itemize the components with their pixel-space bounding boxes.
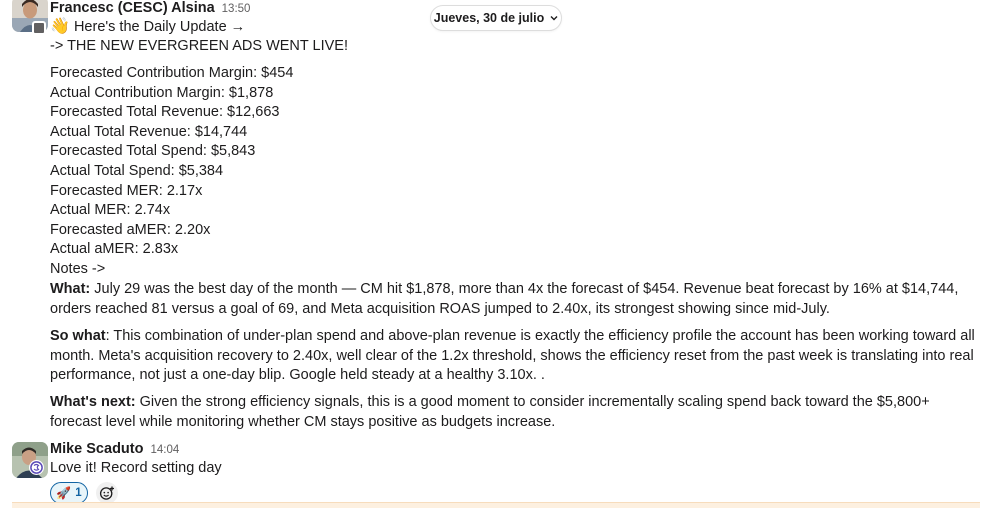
so-what-text: : This combination of under-plan spend and above-plan revenue is exactly the efficiency profile the account has been working toward all month. Meta's acquisition recovery to 2.40x, well clear of the 1.2x threshold, shows the efficiency reset from the past week is translating into real performance, not just a one-day blip. Google held steady at a healthy 3.10x. . (50, 328, 975, 384)
whats-next-text: Given the strong efficiency signals, this is a good moment to consider incrementally scaling spend back toward the $5,800+ forecast level while monitoring whether CM stays positive as budgets increase. (50, 394, 930, 430)
add-reaction-button[interactable] (96, 482, 118, 504)
metric-line: Actual aMER: 2.83x (50, 241, 179, 258)
whats-next-label: What's next: (50, 394, 136, 410)
metric-line: Forecasted Total Revenue: $12,663 (50, 104, 280, 121)
metric-line: Forecasted aMER: 2.20x (50, 221, 211, 238)
headline-text: -> THE NEW EVERGREEN ADS WENT LIVE! (50, 38, 348, 54)
date-label: Jueves, 30 de julio (433, 11, 545, 25)
metric-line: Forecasted Contribution Margin: $454 (50, 65, 294, 81)
whats-next-paragraph (50, 393, 985, 432)
greeting-text: Here's the Daily Update → (73, 19, 246, 35)
what-paragraph (50, 280, 985, 319)
chevron-down-icon (550, 13, 558, 23)
author-name[interactable]: Francesc (CESC) Alsina (50, 0, 215, 16)
metric-line: Actual Contribution Margin: $1,878 (50, 84, 274, 101)
greeting-line (50, 17, 245, 38)
composer-edge (12, 502, 980, 508)
what-text: July 29 was the best day of the month — CM hit $1,878, more than 4x the forecast of $454. Revenue beat forecast by 16% at $14,744, orders reached 81 versus a goal of 69, and Meta acquisition ROAS jumped to 2.40x, its strongest showing since mid-July. (50, 281, 959, 317)
author-name[interactable]: Mike Scaduto (50, 441, 144, 457)
message-timestamp[interactable]: 14:04 (150, 444, 180, 456)
presence-status-icon (32, 21, 46, 35)
so-what-label: So what (50, 328, 106, 344)
what-label: What: (50, 281, 91, 297)
metric-line: Actual Total Revenue: $14,744 (50, 123, 248, 140)
reaction-rocket-button[interactable] (50, 482, 88, 504)
status-badge-icon (29, 460, 44, 475)
notes-label: Notes -> (50, 261, 106, 277)
metric-line: Actual Total Spend: $5,384 (50, 163, 224, 179)
metric-line: Actual MER: 2.74x (50, 202, 171, 219)
date-divider-button[interactable] (430, 5, 562, 31)
add-emoji-icon (99, 485, 115, 501)
rocket-emoji-icon: 🚀 (56, 486, 72, 500)
message-timestamp[interactable]: 13:50 (221, 3, 251, 15)
metric-line: Forecasted MER: 2.17x (50, 182, 203, 199)
reaction-count: 1 (75, 487, 82, 499)
wave-emoji-icon: 👋 (50, 18, 70, 35)
so-what-paragraph (50, 327, 985, 386)
message-text: Love it! Record setting day (50, 460, 222, 476)
metric-line: Forecasted Total Spend: $5,843 (50, 143, 256, 160)
